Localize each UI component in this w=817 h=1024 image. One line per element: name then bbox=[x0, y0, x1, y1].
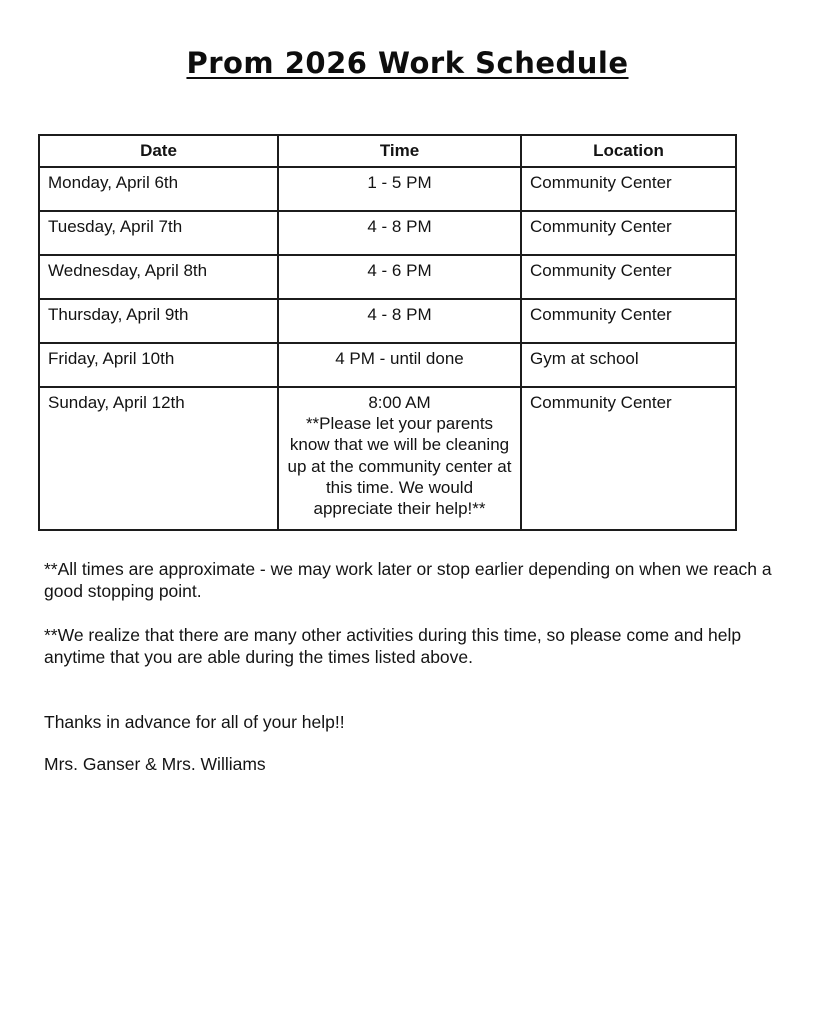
signature-text: Mrs. Ganser & Mrs. Williams bbox=[44, 754, 266, 775]
column-header-date: Date bbox=[39, 135, 278, 167]
date-cell: Tuesday, April 7th bbox=[39, 211, 278, 255]
date-cell: Sunday, April 12th bbox=[39, 387, 278, 530]
date-cell: Monday, April 6th bbox=[39, 167, 278, 211]
note-times-approximate: **All times are approximate - we may work later or stop earlier depending on when we reach a good stopping point. bbox=[44, 559, 772, 602]
page-title: Prom 2026 Work Schedule bbox=[186, 46, 629, 80]
date-cell: Wednesday, April 8th bbox=[39, 255, 278, 299]
time-cell: 1 - 5 PM bbox=[278, 167, 521, 211]
time-cell: 4 - 8 PM bbox=[278, 211, 521, 255]
time-value: 8:00 AM bbox=[368, 393, 431, 412]
thanks-text: Thanks in advance for all of your help!! bbox=[44, 712, 345, 733]
date-cell: Friday, April 10th bbox=[39, 343, 278, 387]
time-note: **Please let your parents know that we will be cleaning up at the community center at this time. We would appreciate their help!** bbox=[287, 414, 512, 518]
column-header-location: Location bbox=[521, 135, 736, 167]
note-other-activities: **We realize that there are many other activities during this time, so please come and help anytime that you are able during the times listed above. bbox=[44, 624, 742, 667]
table-row bbox=[39, 387, 736, 530]
location-cell: Community Center bbox=[521, 255, 736, 299]
time-cell: 4 - 6 PM bbox=[278, 255, 521, 299]
table-row bbox=[39, 299, 736, 343]
table-header-row bbox=[39, 135, 736, 167]
table-row bbox=[39, 343, 736, 387]
time-cell: 4 PM - until done bbox=[278, 343, 521, 387]
location-cell: Community Center bbox=[521, 299, 736, 343]
location-cell: Community Center bbox=[521, 167, 736, 211]
date-cell: Thursday, April 9th bbox=[39, 299, 278, 343]
table-row bbox=[39, 255, 736, 299]
location-cell: Community Center bbox=[521, 211, 736, 255]
schedule-table bbox=[38, 134, 737, 531]
location-cell: Gym at school bbox=[521, 343, 736, 387]
location-cell: Community Center bbox=[521, 387, 736, 530]
time-cell: 4 - 8 PM bbox=[278, 299, 521, 343]
table-row bbox=[39, 167, 736, 211]
time-cell bbox=[278, 387, 521, 530]
table-row bbox=[39, 211, 736, 255]
column-header-time: Time bbox=[278, 135, 521, 167]
